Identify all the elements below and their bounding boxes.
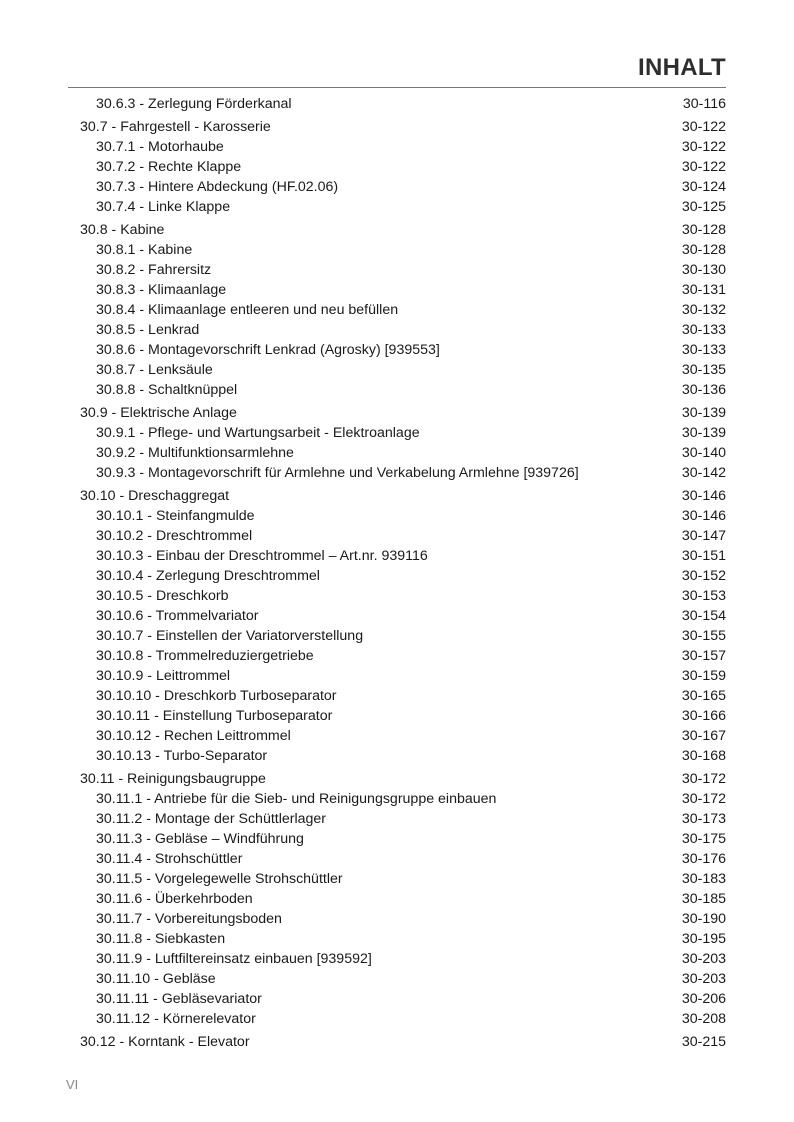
toc-entry-title: 30.6.3 - Zerlegung Förderkanal [96, 96, 292, 112]
toc-entry-title: 30.9.1 - Pflege- und Wartungsarbeit - Elektroanlage [96, 425, 420, 441]
toc-subsection-entry[interactable] [80, 789, 726, 809]
toc-entry-title: 30.8 - Kabine [80, 222, 165, 238]
toc-subsection-entry[interactable] [80, 380, 726, 400]
toc-entry-title: 30.10.4 - Zerlegung Dreschtrommel [96, 568, 320, 584]
toc-subsection-entry[interactable] [80, 463, 726, 483]
toc-entry-title: 30.8.3 - Klimaanlage [96, 282, 227, 298]
toc-entry-page: 30-128 [681, 222, 726, 238]
toc-entry-page: 30-140 [681, 445, 726, 461]
toc-entry-page: 30-165 [681, 688, 726, 704]
toc-entry-title: 30.11.12 - Körnerelevator [96, 1011, 256, 1027]
toc-entry-page: 30-153 [681, 588, 726, 604]
toc-subsection-entry[interactable] [80, 360, 726, 380]
toc-entry-page: 30-136 [681, 382, 726, 398]
toc-subsection-entry[interactable] [80, 526, 726, 546]
toc-subsection-entry[interactable] [80, 443, 726, 463]
toc-section-entry[interactable] [80, 117, 726, 137]
toc-entry-page: 30-195 [681, 931, 726, 947]
page-title: INHALT [637, 54, 726, 81]
toc-entry-page: 30-139 [681, 425, 726, 441]
toc-entry-page: 30-166 [681, 708, 726, 724]
toc-entry-page: 30-215 [681, 1034, 726, 1050]
toc-entry-title: 30.11.5 - Vorgelegewelle Strohschüttler [96, 871, 343, 887]
toc-entry-page: 30-208 [681, 1011, 726, 1027]
toc-subsection-entry[interactable] [80, 300, 726, 320]
toc-entry-page: 30-172 [681, 771, 726, 787]
toc-entry-page: 30-124 [681, 179, 726, 195]
toc-subsection-entry[interactable] [80, 94, 726, 114]
page-number: VI [66, 1077, 79, 1092]
toc-entry-title: 30.10.11 - Einstellung Turboseparator [96, 708, 333, 724]
toc-entry-page: 30-122 [681, 139, 726, 155]
toc-entry-title: 30.10.13 - Turbo-Separator [96, 748, 268, 764]
toc-subsection-entry[interactable] [80, 506, 726, 526]
toc-subsection-entry[interactable] [80, 1009, 726, 1029]
toc-entry-title: 30.10.8 - Trommelreduziergetriebe [96, 648, 314, 664]
toc-entry-title: 30.11.8 - Siebkasten [96, 931, 226, 947]
toc-entry-title: 30.9.3 - Montagevorschrift für Armlehne und Verkabelung Armlehne [939726] [96, 465, 579, 481]
toc-subsection-entry[interactable] [80, 137, 726, 157]
toc-entry-title: 30.10.1 - Steinfangmulde [96, 508, 255, 524]
toc-entry-title: 30.11.10 - Gebläse [96, 971, 216, 987]
toc-section-entry[interactable] [80, 769, 726, 789]
toc-entry-title: 30.7.3 - Hintere Abdeckung (HF.02.06) [96, 179, 339, 195]
toc-subsection-entry[interactable] [80, 646, 726, 666]
toc-entry-title: 30.11.2 - Montage der Schüttlerlager [96, 811, 327, 827]
toc-subsection-entry[interactable] [80, 889, 726, 909]
toc-entry-page: 30-125 [681, 199, 726, 215]
toc-entry-page: 30-168 [681, 748, 726, 764]
toc-entry-page: 30-175 [681, 831, 726, 847]
toc-entry-page: 30-146 [681, 508, 726, 524]
toc-entry-page: 30-133 [681, 342, 726, 358]
toc-entry-title: 30.8.6 - Montagevorschrift Lenkrad (Agrosky) [939553] [96, 342, 440, 358]
toc-entry-title: 30.10.9 - Leittrommel [96, 668, 231, 684]
toc-entry-page: 30-172 [681, 791, 726, 807]
toc-entry-title: 30.8.7 - Lenksäule [96, 362, 213, 378]
toc-entry-page: 30-185 [681, 891, 726, 907]
toc-entry-page: 30-155 [681, 628, 726, 644]
toc-section-entry[interactable] [80, 220, 726, 240]
toc-entry-page: 30-133 [681, 322, 726, 338]
toc-entry-page: 30-152 [681, 568, 726, 584]
toc-entry-title: 30.12 - Korntank - Elevator [80, 1034, 250, 1050]
toc-entry-page: 30-151 [681, 548, 726, 564]
toc-entry-title: 30.9 - Elektrische Anlage [80, 405, 237, 421]
header-rule [68, 87, 726, 88]
toc-entry-page: 30-122 [681, 159, 726, 175]
toc-entry-page: 30-206 [681, 991, 726, 1007]
toc-entry-page: 30-147 [681, 528, 726, 544]
toc-entry-title: 30.10.12 - Rechen Leittrommel [96, 728, 291, 744]
toc-subsection-entry[interactable] [80, 849, 726, 869]
toc-subsection-entry[interactable] [80, 686, 726, 706]
toc-entry-page: 30-135 [681, 362, 726, 378]
toc-subsection-entry[interactable] [80, 869, 726, 889]
toc-entry-title: 30.10.2 - Dreschtrommel [96, 528, 253, 544]
toc-subsection-entry[interactable] [80, 260, 726, 280]
toc-entry-title: 30.10.6 - Trommelvariator [96, 608, 259, 624]
toc-entry-page: 30-176 [681, 851, 726, 867]
toc-entry-title: 30.11.4 - Strohschüttler [96, 851, 243, 867]
toc-subsection-entry[interactable] [80, 929, 726, 949]
toc-entry-title: 30.11.1 - Antriebe für die Sieb- und Reinigungsgruppe einbauen [96, 791, 497, 807]
toc-entry-title: 30.11.3 - Gebläse – Windführung [96, 831, 304, 847]
toc-entry-page: 30-146 [681, 488, 726, 504]
toc-entry-page: 30-116 [682, 96, 726, 112]
toc-entry-title: 30.8.4 - Klimaanlage entleeren und neu befüllen [96, 302, 399, 318]
toc-entry-title: 30.7.4 - Linke Klappe [96, 199, 231, 215]
toc-subsection-entry[interactable] [80, 809, 726, 829]
toc-entry-title: 30.11.11 - Gebläsevariator [96, 991, 262, 1007]
toc-entry-title: 30.10.5 - Dreschkorb [96, 588, 229, 604]
toc-entry-title: 30.7.2 - Rechte Klappe [96, 159, 242, 175]
toc-subsection-entry[interactable] [80, 706, 726, 726]
toc-subsection-entry[interactable] [80, 546, 726, 566]
toc-subsection-entry[interactable] [80, 626, 726, 646]
toc-subsection-entry[interactable] [80, 197, 726, 217]
toc-entry-page: 30-131 [681, 282, 726, 298]
toc-entry-page: 30-190 [681, 911, 726, 927]
toc-subsection-entry[interactable] [80, 586, 726, 606]
toc-subsection-entry[interactable] [80, 177, 726, 197]
toc-subsection-entry[interactable] [80, 726, 726, 746]
toc-entry-page: 30-173 [681, 811, 726, 827]
toc-entry-title: 30.7 - Fahrgestell - Karosserie [80, 119, 271, 135]
toc-entry-page: 30-203 [681, 971, 726, 987]
toc-entry-title: 30.10 - Dreschaggregat [80, 488, 230, 504]
toc-entry-title: 30.9.2 - Multifunktionsarmlehne [96, 445, 294, 461]
toc-entry-page: 30-139 [681, 405, 726, 421]
toc-subsection-entry[interactable] [80, 340, 726, 360]
toc-subsection-entry[interactable] [80, 240, 726, 260]
toc-entry-page: 30-132 [681, 302, 726, 318]
toc-subsection-entry[interactable] [80, 280, 726, 300]
toc-subsection-entry[interactable] [80, 320, 726, 340]
toc-entry-page: 30-159 [681, 668, 726, 684]
toc-subsection-entry[interactable] [80, 606, 726, 626]
toc-entry-page: 30-167 [681, 728, 726, 744]
toc-entry-title: 30.10.7 - Einstellen der Variatorverstellung [96, 628, 364, 644]
toc-entry-title: 30.7.1 - Motorhaube [96, 139, 224, 155]
toc-entry-title: 30.11.6 - Überkehrboden [96, 891, 253, 907]
toc-entry-title: 30.11 - Reinigungsbaugruppe [80, 771, 266, 787]
toc-entry-title: 30.11.7 - Vorbereitungsboden [96, 911, 282, 927]
toc-subsection-entry[interactable] [80, 829, 726, 849]
toc-subsection-entry[interactable] [80, 666, 726, 686]
toc-entry-title: 30.8.1 - Kabine [96, 242, 193, 258]
toc-subsection-entry[interactable] [80, 909, 726, 929]
toc-entry-title: 30.11.9 - Luftfiltereinsatz einbauen [939592] [96, 951, 372, 967]
toc-entry-title: 30.8.5 - Lenkrad [96, 322, 200, 338]
toc-entry-page: 30-203 [681, 951, 726, 967]
toc-entry-page: 30-157 [681, 648, 726, 664]
table-of-contents [80, 94, 726, 1052]
toc-subsection-entry[interactable] [80, 969, 726, 989]
toc-subsection-entry[interactable] [80, 989, 726, 1009]
toc-entry-title: 30.8.2 - Fahrersitz [96, 262, 212, 278]
toc-entry-page: 30-142 [681, 465, 726, 481]
toc-section-entry[interactable] [80, 403, 726, 423]
toc-section-entry[interactable] [80, 1032, 726, 1052]
toc-entry-title: 30.10.3 - Einbau der Dreschtrommel – Art.nr. 939116 [96, 548, 428, 564]
toc-entry-page: 30-122 [681, 119, 726, 135]
toc-subsection-entry[interactable] [80, 566, 726, 586]
toc-section-entry[interactable] [80, 486, 726, 506]
toc-entry-page: 30-154 [681, 608, 726, 624]
toc-entry-page: 30-183 [681, 871, 726, 887]
toc-entry-page: 30-130 [681, 262, 726, 278]
toc-subsection-entry[interactable] [80, 423, 726, 443]
toc-entry-title: 30.8.8 - Schaltknüppel [96, 382, 238, 398]
toc-subsection-entry[interactable] [80, 746, 726, 766]
toc-entry-title: 30.10.10 - Dreschkorb Turboseparator [96, 688, 337, 704]
toc-entry-page: 30-128 [681, 242, 726, 258]
toc-subsection-entry[interactable] [80, 157, 726, 177]
toc-subsection-entry[interactable] [80, 949, 726, 969]
